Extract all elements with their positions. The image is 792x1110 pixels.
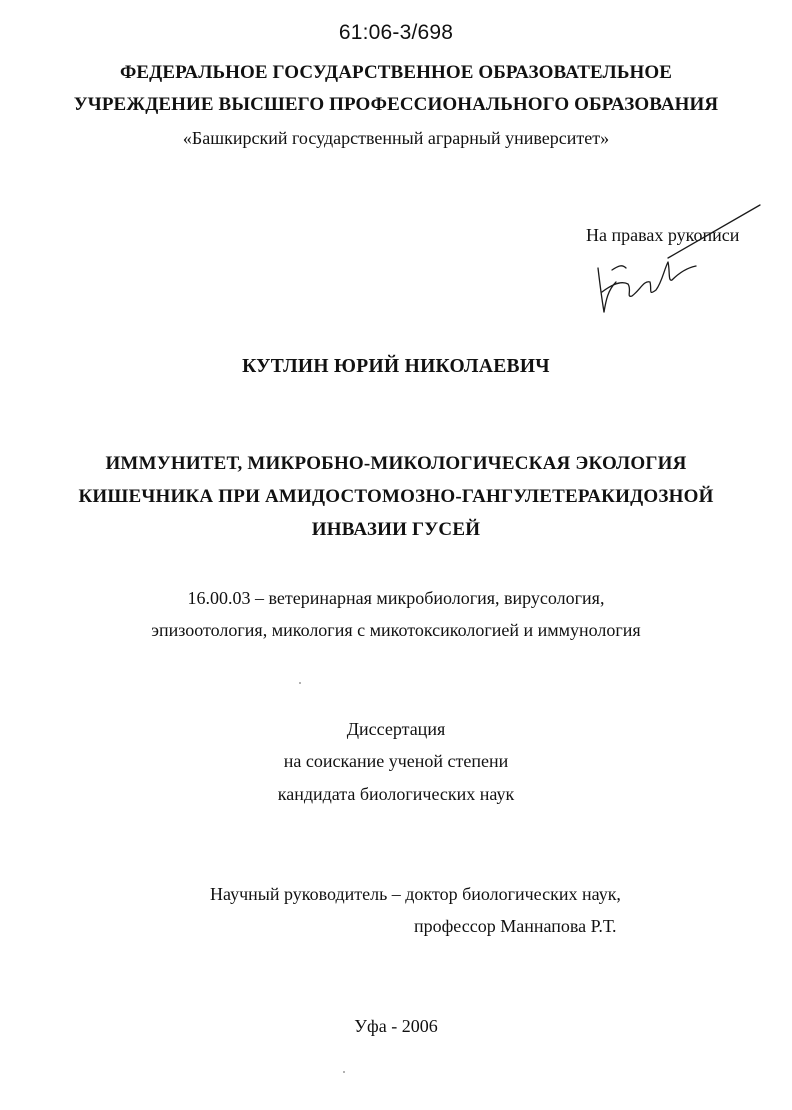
- degree-line-3: кандидата биологических наук: [277, 784, 515, 804]
- thesis-title-line-1: ИММУНИТЕТ, МИКРОБНО-МИКОЛОГИЧЕСКАЯ ЭКОЛОГИЯ: [105, 453, 687, 474]
- institution-line-3: «Башкирский государственный аграрный университет»: [182, 128, 610, 148]
- thesis-title-line-2: КИШЕЧНИКА ПРИ АМИДОСТОМОЗНО-ГАНГУЛЕТЕРАКИДОЗНОЙ: [78, 486, 714, 507]
- supervisor-line-2: профессор Маннапова Р.Т.: [414, 916, 617, 936]
- specialty-line-1: 16.00.03 – ветеринарная микробиология, вирусология,: [187, 588, 605, 608]
- specialty-line-2: эпизоотология, микология с микотоксикологией и иммунология: [151, 620, 641, 640]
- supervisor-line-1: Научный руководитель – доктор биологических наук,: [210, 884, 621, 904]
- institution-line-1: ФЕДЕРАЛЬНОЕ ГОСУДАРСТВЕННОЕ ОБРАЗОВАТЕЛЬНОЕ: [119, 62, 673, 83]
- thesis-title-line-3: ИНВАЗИИ ГУСЕЙ: [311, 519, 481, 540]
- scan-speck: [299, 682, 301, 684]
- degree-line-2: на соискание ученой степени: [283, 751, 509, 771]
- scan-speck: [343, 1071, 345, 1073]
- archive-stamp-number: 61:06-3/698: [338, 21, 454, 44]
- institution-line-2: УЧРЕЖДЕНИЕ ВЫСШЕГО ПРОФЕССИОНАЛЬНОГО ОБРАЗОВАНИЯ: [73, 94, 719, 115]
- place-and-year: Уфа - 2006: [354, 1016, 438, 1036]
- author-name: КУТЛИН ЮРИЙ НИКОЛАЕВИЧ: [242, 356, 550, 377]
- degree-line-1: Диссертация: [346, 719, 446, 739]
- handwritten-signature: [0, 0, 792, 340]
- manuscript-note: На правах рукописи: [586, 225, 740, 245]
